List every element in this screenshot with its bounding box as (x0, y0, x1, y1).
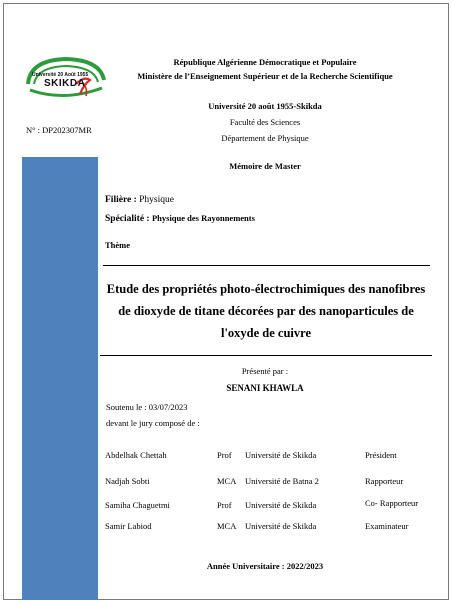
defense-date: Soutenu le : 03/07/2023 (106, 402, 188, 412)
ministry-heading: Ministère de l’Enseignement Supérieur et de la Recherche Scientifique (137, 71, 393, 81)
author-name: SENANI KHAWLA (226, 383, 304, 393)
jury-row (105, 476, 435, 490)
jury-member-grade: MCA (217, 476, 237, 486)
jury-member-name: Nadjah Sobti (105, 476, 150, 486)
jury-member-name: Samiha Chaguetmi (105, 500, 170, 510)
filiere-line (105, 195, 174, 205)
university-logo (24, 54, 108, 102)
specialite-value: Physique des Rayonnements (151, 213, 255, 223)
logo-arc-text: Université 20 Août 1955 (32, 72, 89, 78)
university-name: Université 20 août 1955-Skikda (208, 101, 322, 111)
jury-row (105, 450, 435, 464)
jury-member-grade: Prof (217, 500, 232, 510)
jury-member-university: Université de Batna 2 (245, 476, 319, 486)
title-top-rule (103, 265, 430, 266)
filiere-value: Physique (139, 195, 174, 205)
jury-member-role: Président (365, 450, 397, 460)
jury-member-grade: Prof (217, 450, 232, 460)
memoire-type: Mémoire de Master (229, 161, 301, 171)
department-name: Département de Physique (221, 133, 309, 143)
thesis-title: Etude des propriétés photo-électrochimiques des nanofibres de dioxyde de titane décorées par des nanoparticules de l'oxyde de cuivre (106, 282, 426, 340)
theme-label: Thème (105, 240, 131, 250)
jury-row (105, 500, 435, 514)
jury-member-name: Abdelhak Chettah (105, 450, 167, 460)
jury-member-university: Université de Skikda (245, 450, 317, 460)
specialite-line (105, 213, 255, 224)
specialite-label: Spécialité : (105, 214, 150, 224)
republic-heading: République Algérienne Démocratique et Populaire (173, 57, 357, 67)
jury-member-university: Université de Skikda (245, 521, 317, 531)
jury-member-grade: MCA (217, 521, 237, 531)
jury-member-role: Rapporteur (365, 476, 404, 486)
jury-row (105, 521, 435, 535)
presented-by-label: Présenté par : (241, 366, 289, 376)
jury-member-university: Université de Skikda (245, 500, 317, 510)
jury-member-role: Examinateur (365, 521, 409, 531)
jury-member-role: Co- Rapporteur (365, 498, 419, 508)
faculty-name: Faculté des Sciences (229, 117, 301, 127)
jury-intro: devant le jury composé de : (106, 418, 200, 428)
academic-year: Année Universitaire : 2022/2023 (206, 561, 324, 571)
jury-member-name: Samir Labiod (105, 521, 152, 531)
logo-name: SKIKDA (44, 78, 86, 89)
reference-number: N° : DP202307MR (26, 125, 92, 135)
title-bottom-rule (100, 355, 432, 356)
sidebar-blue-bar (22, 157, 98, 600)
filiere-label: Filière : (105, 195, 137, 205)
